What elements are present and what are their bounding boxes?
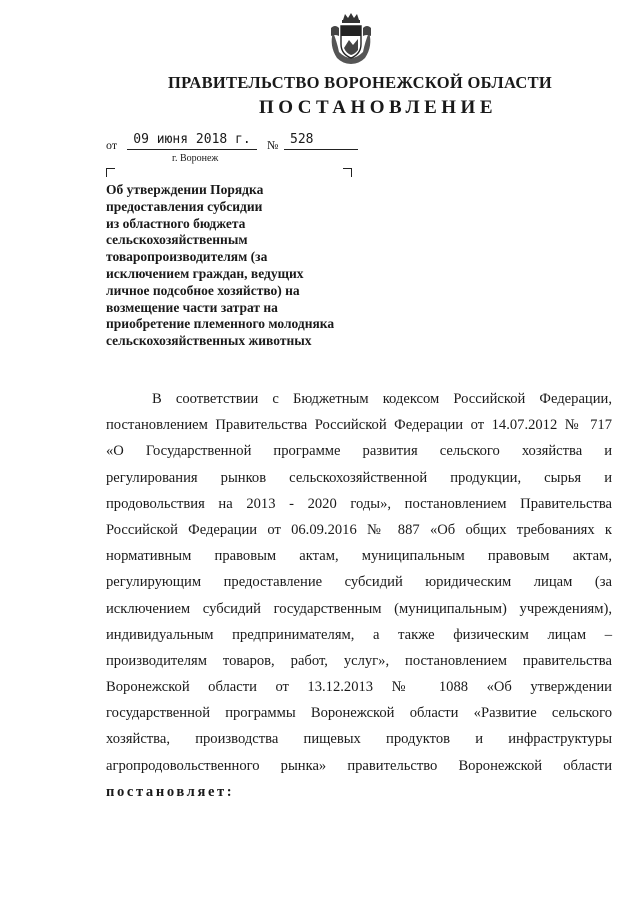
subject-line: сельскохозяйственным bbox=[106, 232, 248, 248]
body-line: хозяйства, производства пищевых продуктов и инфраструктуры bbox=[106, 731, 612, 748]
subject-line: товаропроизводителям (за bbox=[106, 249, 268, 265]
document-meta bbox=[106, 132, 366, 162]
document-city: г. Воронеж bbox=[172, 153, 219, 164]
document-body bbox=[106, 386, 612, 805]
body-line: индивидуальным предпринимателям, а также физическим лицам – bbox=[106, 626, 612, 643]
body-line: исключением субсидий государственным (муниципальным) учреждениям), bbox=[106, 600, 612, 617]
body-line: Воронежской области от 13.12.2013 № 1088 «Об утверждении bbox=[106, 679, 612, 696]
subject-line: предоставления субсидии bbox=[106, 198, 263, 214]
resolve-word: постановляет: bbox=[106, 783, 235, 800]
corner-mark-right bbox=[343, 168, 352, 177]
body-line: агропродовольственного рынка» правительство Воронежской области bbox=[106, 757, 612, 774]
subject-line: сельскохозяйственных животных bbox=[106, 333, 312, 349]
body-line: нормативным правовым актам, муниципальным правовым актам, bbox=[106, 548, 612, 565]
document-type: ПОСТАНОВЛЕНИЕ bbox=[258, 97, 498, 118]
body-line: регулирующим предоставление субсидий юридическим лицам (за bbox=[106, 574, 612, 591]
corner-mark-left bbox=[106, 168, 115, 177]
subject-line: Об утверждении Порядка bbox=[106, 182, 264, 197]
subject-line: приобретение племенного молодняка bbox=[106, 316, 335, 332]
number-prefix: № bbox=[267, 138, 279, 152]
subject-line: исключением граждан, ведущих bbox=[106, 265, 304, 281]
document-number: 528 bbox=[284, 132, 358, 150]
document-date: 09 июня 2018 г. bbox=[127, 132, 257, 150]
subject-line: возмещение части затрат на bbox=[106, 299, 278, 315]
body-line: производителям товаров, работ, услуг», постановлением правительства bbox=[106, 652, 612, 669]
body-line: В соответствии с Бюджетным кодексом Российской Федерации, bbox=[152, 391, 612, 407]
subject-line: личное подсобное хозяйство) на bbox=[106, 282, 300, 298]
body-line: регулирования рынков сельскохозяйственной продукции, сырья и bbox=[106, 469, 612, 486]
body-line: постановлением Правительства Российской Федерации от 14.07.2012 № 717 bbox=[106, 417, 612, 434]
body-line: продовольствия на 2013 - 2020 годы», постановлением Правительства bbox=[106, 495, 612, 512]
body-line: государственной программы Воронежской области «Развитие сельского bbox=[106, 705, 612, 722]
body-line: Российской Федерации от 06.09.2016 № 887 «Об общих требованиях к bbox=[106, 521, 612, 538]
organization-title: ПРАВИТЕЛЬСТВО ВОРОНЕЖСКОЙ ОБЛАСТИ bbox=[167, 73, 553, 92]
coat-of-arms-icon bbox=[327, 12, 375, 66]
subject-line: из областного бюджета bbox=[106, 215, 246, 231]
document-subject bbox=[106, 182, 376, 350]
date-prefix: от bbox=[106, 138, 118, 152]
body-line: «О Государственной программе развития сельского хозяйства и bbox=[106, 443, 612, 460]
